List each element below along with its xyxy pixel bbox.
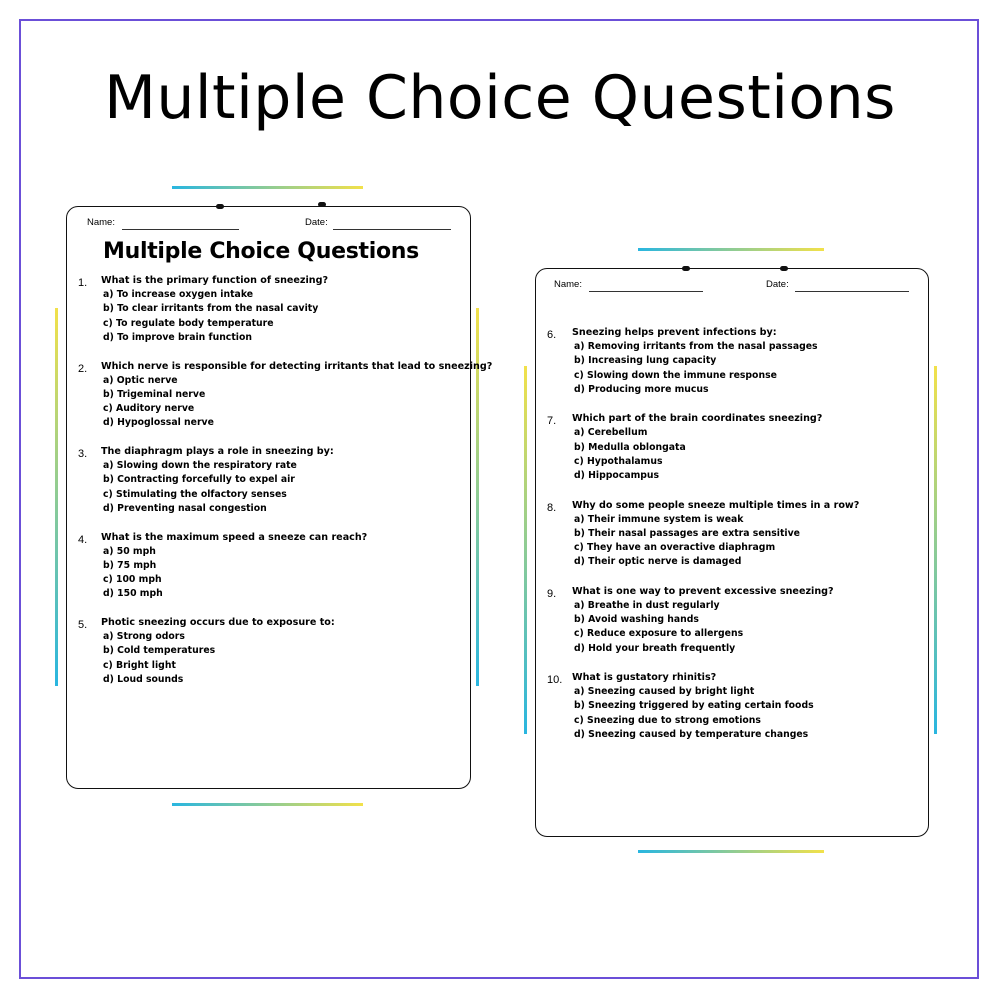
answer-option[interactable]: c) Bright light bbox=[103, 659, 176, 671]
answer-option[interactable]: c) They have an overactive diaphragm bbox=[574, 542, 776, 554]
question-text: Sneezing helps prevent infections by: bbox=[572, 327, 777, 338]
answer-option[interactable]: c) Stimulating the olfactory senses bbox=[103, 488, 287, 500]
answer-option[interactable]: c) To regulate body temperature bbox=[103, 317, 274, 329]
name-label: Name: bbox=[554, 279, 582, 290]
binder-ring-icon bbox=[682, 266, 690, 271]
answer-option[interactable]: b) Medulla oblongata bbox=[574, 441, 686, 453]
question-number: 7. bbox=[547, 415, 557, 428]
binder-ring-icon bbox=[780, 266, 788, 271]
question-text: Why do some people sneeze multiple times in a row? bbox=[572, 499, 860, 511]
answer-option[interactable]: a) Strong odors bbox=[103, 631, 185, 642]
answer-option[interactable]: c) 100 mph bbox=[103, 574, 162, 586]
answer-option[interactable]: a) Cerebellum bbox=[574, 427, 648, 439]
decor-bar-bottom-left bbox=[172, 803, 363, 806]
question-text: Which part of the brain coordinates sneezing? bbox=[572, 413, 823, 425]
date-label: Date: bbox=[305, 217, 328, 228]
page-title: Multiple Choice Questions bbox=[104, 63, 896, 133]
answer-option[interactable]: c) Hypothalamus bbox=[574, 455, 663, 467]
answer-options bbox=[103, 459, 297, 516]
question-number: 9. bbox=[547, 587, 557, 600]
answer-option[interactable]: d) Hippocampus bbox=[574, 470, 660, 482]
question-number: 3. bbox=[78, 448, 88, 460]
date-field[interactable] bbox=[795, 291, 909, 292]
answer-option[interactable]: c) Sneezing due to strong emotions bbox=[574, 714, 761, 726]
answer-option[interactable]: b) Contracting forcefully to expel air bbox=[103, 474, 295, 486]
worksheet-page-2 bbox=[535, 268, 929, 837]
question-number: 5. bbox=[78, 619, 88, 631]
question-text: What is the maximum speed a sneeze can reach? bbox=[101, 531, 368, 543]
answer-options bbox=[574, 513, 800, 570]
answer-option[interactable]: a) Their immune system is weak bbox=[574, 513, 744, 525]
question-text: What is one way to prevent excessive sneezing? bbox=[572, 585, 834, 597]
answer-options bbox=[103, 374, 214, 431]
answer-option[interactable]: d) Hold your breath frequently bbox=[574, 642, 736, 654]
name-field[interactable] bbox=[589, 291, 703, 292]
decor-bar-right-outer bbox=[934, 366, 937, 734]
binder-ring-icon bbox=[318, 202, 326, 207]
question-number: 4. bbox=[78, 533, 88, 546]
answer-options bbox=[103, 630, 215, 687]
answer-option[interactable]: a) Optic nerve bbox=[103, 374, 178, 386]
answer-option[interactable]: a) Sneezing caused by bright light bbox=[574, 686, 755, 698]
question-number: 8. bbox=[547, 501, 557, 514]
answer-option[interactable]: b) Their nasal passages are extra sensitive bbox=[574, 527, 800, 539]
answer-option[interactable]: d) Hypoglossal nerve bbox=[103, 417, 214, 429]
question-text: What is the primary function of sneezing? bbox=[101, 275, 329, 286]
answer-option[interactable]: c) Slowing down the immune response bbox=[574, 369, 777, 381]
answer-option[interactable]: d) 150 mph bbox=[103, 588, 163, 600]
date-field[interactable] bbox=[333, 229, 451, 230]
question-number: 6. bbox=[547, 329, 557, 341]
question-number: 1. bbox=[78, 277, 88, 289]
answer-option[interactable]: a) To increase oxygen intake bbox=[103, 289, 254, 300]
answer-option[interactable]: d) Preventing nasal congestion bbox=[103, 502, 267, 514]
answer-options bbox=[574, 426, 686, 483]
answer-option[interactable]: b) 75 mph bbox=[103, 559, 157, 571]
answer-option[interactable]: d) Loud sounds bbox=[103, 673, 184, 685]
name-label: Name: bbox=[87, 217, 115, 228]
answer-option[interactable]: b) Increasing lung capacity bbox=[574, 355, 717, 367]
answer-option[interactable]: b) Trigeminal nerve bbox=[103, 388, 206, 400]
question-text: What is gustatory rhinitis? bbox=[572, 672, 717, 684]
answer-option[interactable]: c) Auditory nerve bbox=[103, 403, 195, 415]
date-label: Date: bbox=[766, 279, 789, 290]
answer-option[interactable]: b) Sneezing triggered by eating certain foods bbox=[574, 700, 814, 712]
answer-option[interactable]: d) Their optic nerve is damaged bbox=[574, 556, 742, 568]
question-text: Which nerve is responsible for detecting irritants that lead to sneezing? bbox=[101, 360, 493, 372]
answer-option[interactable]: d) Sneezing caused by temperature changes bbox=[574, 729, 809, 741]
decor-bar-top-left bbox=[172, 186, 363, 189]
answer-option[interactable]: a) Breathe in dust regularly bbox=[574, 599, 720, 611]
decor-bar-bottom-right bbox=[638, 850, 824, 853]
question-number: 2. bbox=[78, 362, 88, 375]
answer-option[interactable]: a) Removing irritants from the nasal passages bbox=[574, 341, 818, 352]
answer-option[interactable]: a) 50 mph bbox=[103, 545, 156, 557]
answer-option[interactable]: a) Slowing down the respiratory rate bbox=[103, 460, 297, 471]
decor-bar-top-right bbox=[638, 248, 824, 251]
answer-options bbox=[103, 288, 318, 345]
decor-bar-left-outer bbox=[55, 308, 58, 686]
worksheet-page-1 bbox=[66, 206, 493, 789]
question-text: The diaphragm plays a role in sneezing by: bbox=[101, 446, 334, 457]
answer-options bbox=[574, 685, 814, 742]
answer-option[interactable]: b) Cold temperatures bbox=[103, 645, 216, 657]
answer-options bbox=[103, 545, 163, 602]
answer-option[interactable]: b) To clear irritants from the nasal cavity bbox=[103, 303, 319, 315]
worksheet-title: Multiple Choice Questions bbox=[103, 239, 419, 264]
answer-option[interactable]: b) Avoid washing hands bbox=[574, 614, 699, 626]
answer-option[interactable]: d) Producing more mucus bbox=[574, 383, 709, 395]
answer-options bbox=[574, 340, 818, 397]
answer-option[interactable]: d) To improve brain function bbox=[103, 331, 252, 343]
question-text: Photic sneezing occurs due to exposure to: bbox=[101, 617, 335, 628]
binder-ring-icon bbox=[216, 204, 224, 209]
question-number: 10. bbox=[547, 674, 563, 687]
decor-bar-right-inner bbox=[524, 366, 527, 734]
name-field[interactable] bbox=[122, 229, 239, 230]
answer-option[interactable]: c) Reduce exposure to allergens bbox=[574, 628, 744, 640]
answer-options bbox=[574, 599, 743, 656]
